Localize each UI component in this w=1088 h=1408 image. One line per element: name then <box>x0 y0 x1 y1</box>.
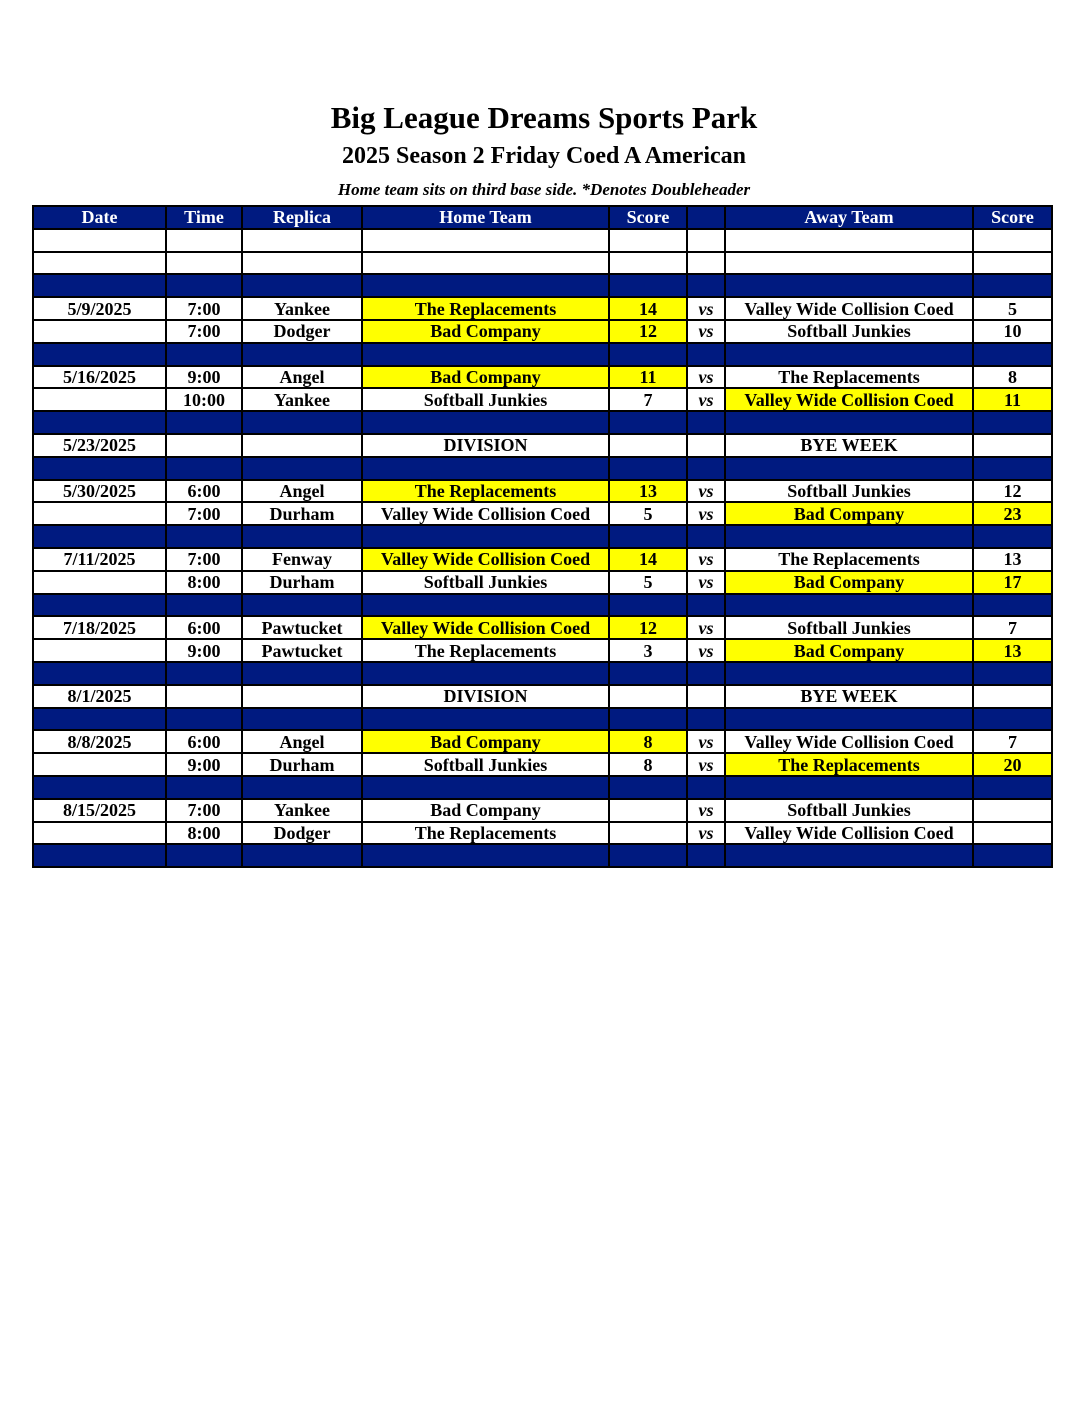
away-score-cell: 5 <box>973 297 1052 320</box>
replica-cell: Pawtucket <box>242 639 362 662</box>
separator-row <box>33 274 1052 297</box>
away-team-cell <box>725 252 973 275</box>
away-score-cell <box>973 457 1052 480</box>
game-row <box>33 320 1052 343</box>
home-score-cell: 5 <box>609 502 687 525</box>
date-cell <box>33 502 166 525</box>
time-cell <box>166 776 242 799</box>
replica-cell: Angel <box>242 480 362 503</box>
vs-cell: vs <box>687 571 725 594</box>
away-team-cell: Valley Wide Collision Coed <box>725 388 973 411</box>
game-row <box>33 799 1052 822</box>
replica-cell <box>242 457 362 480</box>
time-cell: 9:00 <box>166 639 242 662</box>
replica-cell: Durham <box>242 571 362 594</box>
time-cell: 7:00 <box>166 799 242 822</box>
away-score-cell <box>973 708 1052 731</box>
replica-cell <box>242 252 362 275</box>
replica-cell: Yankee <box>242 388 362 411</box>
vs-cell: vs <box>687 502 725 525</box>
replica-cell: Angel <box>242 730 362 753</box>
home-team-cell <box>362 844 609 867</box>
home-team-cell: The Replacements <box>362 297 609 320</box>
vs-cell: vs <box>687 753 725 776</box>
home-team-cell <box>362 274 609 297</box>
column-header-vs <box>687 206 725 229</box>
home-score-cell <box>609 822 687 845</box>
home-score-cell <box>609 776 687 799</box>
away-team-cell <box>725 708 973 731</box>
replica-cell <box>242 594 362 617</box>
replica-cell: Dodger <box>242 822 362 845</box>
away-team-cell: BYE WEEK <box>725 434 973 457</box>
time-cell <box>166 685 242 708</box>
away-score-cell <box>973 343 1052 366</box>
replica-cell <box>242 662 362 685</box>
replica-cell <box>242 525 362 548</box>
home-team-cell <box>362 229 609 252</box>
date-cell <box>33 320 166 343</box>
separator-row <box>33 594 1052 617</box>
home-score-cell <box>609 708 687 731</box>
away-score-cell: 13 <box>973 548 1052 571</box>
vs-cell <box>687 685 725 708</box>
date-cell <box>33 753 166 776</box>
home-score-cell <box>609 594 687 617</box>
home-team-cell <box>362 411 609 434</box>
time-cell: 8:00 <box>166 822 242 845</box>
date-cell <box>33 844 166 867</box>
date-cell <box>33 525 166 548</box>
time-cell: 6:00 <box>166 730 242 753</box>
replica-cell: Angel <box>242 366 362 389</box>
game-row <box>33 822 1052 845</box>
vs-cell <box>687 594 725 617</box>
replica-cell: Dodger <box>242 320 362 343</box>
separator-row <box>33 457 1052 480</box>
separator-row <box>33 343 1052 366</box>
time-cell: 7:00 <box>166 297 242 320</box>
home-score-cell <box>609 525 687 548</box>
away-score-cell: 7 <box>973 616 1052 639</box>
time-cell <box>166 252 242 275</box>
time-cell <box>166 844 242 867</box>
replica-cell: Yankee <box>242 799 362 822</box>
vs-cell <box>687 525 725 548</box>
away-team-cell <box>725 274 973 297</box>
away-team-cell <box>725 343 973 366</box>
away-team-cell: Bad Company <box>725 502 973 525</box>
game-row <box>33 548 1052 571</box>
time-cell: 10:00 <box>166 388 242 411</box>
replica-cell: Pawtucket <box>242 616 362 639</box>
away-team-cell <box>725 457 973 480</box>
replica-cell <box>242 776 362 799</box>
away-score-cell: 13 <box>973 639 1052 662</box>
date-cell <box>33 776 166 799</box>
away-score-cell <box>973 844 1052 867</box>
home-score-cell: 13 <box>609 480 687 503</box>
vs-cell: vs <box>687 548 725 571</box>
away-team-cell: Valley Wide Collision Coed <box>725 297 973 320</box>
vs-cell <box>687 844 725 867</box>
home-score-cell <box>609 434 687 457</box>
away-score-cell <box>973 252 1052 275</box>
game-row <box>33 480 1052 503</box>
home-team-cell <box>362 776 609 799</box>
time-cell <box>166 343 242 366</box>
vs-cell: vs <box>687 822 725 845</box>
column-header-away-score: Score <box>973 206 1052 229</box>
blank-row <box>33 229 1052 252</box>
column-header-home-team: Home Team <box>362 206 609 229</box>
home-score-cell: 8 <box>609 730 687 753</box>
home-score-cell <box>609 844 687 867</box>
vs-cell <box>687 252 725 275</box>
vs-cell: vs <box>687 320 725 343</box>
date-cell <box>33 229 166 252</box>
away-score-cell <box>973 229 1052 252</box>
home-score-cell <box>609 457 687 480</box>
date-cell <box>33 822 166 845</box>
vs-cell <box>687 411 725 434</box>
away-team-cell: Softball Junkies <box>725 320 973 343</box>
date-cell <box>33 252 166 275</box>
replica-cell <box>242 411 362 434</box>
replica-cell <box>242 274 362 297</box>
home-team-cell: Bad Company <box>362 799 609 822</box>
time-cell <box>166 411 242 434</box>
date-cell <box>33 594 166 617</box>
time-cell <box>166 274 242 297</box>
home-team-cell: DIVISION <box>362 434 609 457</box>
table-header-row <box>33 206 1052 229</box>
date-cell <box>33 708 166 731</box>
home-score-cell <box>609 685 687 708</box>
date-cell <box>33 662 166 685</box>
date-cell <box>33 343 166 366</box>
away-team-cell: Bad Company <box>725 639 973 662</box>
away-team-cell: The Replacements <box>725 366 973 389</box>
schedule-note: Home team sits on third base side. *Denotes Doubleheader <box>337 180 751 199</box>
replica-cell: Yankee <box>242 297 362 320</box>
date-cell: 5/23/2025 <box>33 434 166 457</box>
time-cell: 8:00 <box>166 571 242 594</box>
time-cell <box>166 457 242 480</box>
away-score-cell <box>973 685 1052 708</box>
home-team-cell: Softball Junkies <box>362 753 609 776</box>
home-team-cell: Valley Wide Collision Coed <box>362 502 609 525</box>
schedule-table <box>32 205 1053 868</box>
home-score-cell <box>609 662 687 685</box>
home-team-cell: DIVISION <box>362 685 609 708</box>
home-score-cell: 5 <box>609 571 687 594</box>
time-cell <box>166 525 242 548</box>
away-team-cell <box>725 776 973 799</box>
game-row <box>33 753 1052 776</box>
away-team-cell: BYE WEEK <box>725 685 973 708</box>
time-cell: 7:00 <box>166 502 242 525</box>
home-team-cell: Bad Company <box>362 320 609 343</box>
home-team-cell <box>362 594 609 617</box>
away-team-cell <box>725 525 973 548</box>
home-score-cell <box>609 411 687 434</box>
away-team-cell <box>725 411 973 434</box>
vs-cell <box>687 662 725 685</box>
home-score-cell <box>609 799 687 822</box>
home-team-cell: The Replacements <box>362 822 609 845</box>
time-cell <box>166 708 242 731</box>
away-score-cell: 17 <box>973 571 1052 594</box>
away-score-cell <box>973 662 1052 685</box>
replica-cell <box>242 708 362 731</box>
game-row <box>33 502 1052 525</box>
away-team-cell <box>725 844 973 867</box>
home-score-cell: 7 <box>609 388 687 411</box>
date-cell: 5/9/2025 <box>33 297 166 320</box>
home-team-cell: Softball Junkies <box>362 571 609 594</box>
time-cell: 6:00 <box>166 616 242 639</box>
home-team-cell <box>362 708 609 731</box>
game-row <box>33 616 1052 639</box>
home-team-cell: Valley Wide Collision Coed <box>362 548 609 571</box>
game-row <box>33 639 1052 662</box>
away-team-cell: Valley Wide Collision Coed <box>725 730 973 753</box>
replica-cell <box>242 229 362 252</box>
vs-cell: vs <box>687 616 725 639</box>
time-cell: 7:00 <box>166 548 242 571</box>
date-cell <box>33 457 166 480</box>
date-cell: 5/30/2025 <box>33 480 166 503</box>
home-score-cell: 3 <box>609 639 687 662</box>
separator-row <box>33 525 1052 548</box>
away-score-cell: 11 <box>973 388 1052 411</box>
date-cell: 7/11/2025 <box>33 548 166 571</box>
time-cell <box>166 229 242 252</box>
away-score-cell: 7 <box>973 730 1052 753</box>
game-row <box>33 571 1052 594</box>
vs-cell: vs <box>687 799 725 822</box>
column-header-time: Time <box>166 206 242 229</box>
column-header-replica: Replica <box>242 206 362 229</box>
game-row <box>33 366 1052 389</box>
replica-cell <box>242 844 362 867</box>
time-cell <box>166 594 242 617</box>
away-score-cell: 8 <box>973 366 1052 389</box>
home-score-cell: 12 <box>609 320 687 343</box>
home-score-cell: 14 <box>609 548 687 571</box>
away-team-cell: Bad Company <box>725 571 973 594</box>
time-cell: 9:00 <box>166 753 242 776</box>
away-team-cell: Softball Junkies <box>725 480 973 503</box>
date-cell <box>33 274 166 297</box>
away-team-cell: Softball Junkies <box>725 616 973 639</box>
column-header-home-score: Score <box>609 206 687 229</box>
home-score-cell <box>609 229 687 252</box>
date-cell: 7/18/2025 <box>33 616 166 639</box>
time-cell: 9:00 <box>166 366 242 389</box>
time-cell <box>166 662 242 685</box>
home-team-cell: Bad Company <box>362 366 609 389</box>
away-score-cell: 23 <box>973 502 1052 525</box>
away-team-cell <box>725 229 973 252</box>
home-team-cell <box>362 662 609 685</box>
away-score-cell: 12 <box>973 480 1052 503</box>
game-row <box>33 297 1052 320</box>
away-team-cell <box>725 662 973 685</box>
home-team-cell: The Replacements <box>362 480 609 503</box>
vs-cell: vs <box>687 297 725 320</box>
date-cell <box>33 571 166 594</box>
away-team-cell: Softball Junkies <box>725 799 973 822</box>
away-score-cell <box>973 822 1052 845</box>
date-cell: 5/16/2025 <box>33 366 166 389</box>
vs-cell: vs <box>687 480 725 503</box>
game-row <box>33 685 1052 708</box>
home-team-cell <box>362 343 609 366</box>
replica-cell <box>242 434 362 457</box>
home-team-cell: Bad Company <box>362 730 609 753</box>
home-team-cell: The Replacements <box>362 639 609 662</box>
home-score-cell <box>609 252 687 275</box>
home-team-cell: Softball Junkies <box>362 388 609 411</box>
page-title: Big League Dreams Sports Park <box>330 100 758 135</box>
date-cell: 8/8/2025 <box>33 730 166 753</box>
date-cell <box>33 639 166 662</box>
vs-cell: vs <box>687 730 725 753</box>
away-score-cell <box>973 799 1052 822</box>
separator-row <box>33 411 1052 434</box>
home-score-cell: 14 <box>609 297 687 320</box>
vs-cell <box>687 434 725 457</box>
away-team-cell: The Replacements <box>725 753 973 776</box>
vs-cell <box>687 229 725 252</box>
date-cell <box>33 411 166 434</box>
away-score-cell: 10 <box>973 320 1052 343</box>
home-score-cell: 8 <box>609 753 687 776</box>
home-score-cell: 11 <box>609 366 687 389</box>
game-row <box>33 434 1052 457</box>
vs-cell <box>687 457 725 480</box>
column-header-away-team: Away Team <box>725 206 973 229</box>
separator-row <box>33 662 1052 685</box>
vs-cell: vs <box>687 366 725 389</box>
game-row <box>33 388 1052 411</box>
vs-cell: vs <box>687 388 725 411</box>
separator-row <box>33 776 1052 799</box>
vs-cell <box>687 343 725 366</box>
league-subtitle: 2025 Season 2 Friday Coed A American <box>341 143 746 169</box>
replica-cell <box>242 343 362 366</box>
vs-cell <box>687 776 725 799</box>
home-team-cell <box>362 457 609 480</box>
time-cell: 6:00 <box>166 480 242 503</box>
date-cell <box>33 388 166 411</box>
blank-row <box>33 252 1052 275</box>
home-team-cell: Valley Wide Collision Coed <box>362 616 609 639</box>
away-score-cell <box>973 525 1052 548</box>
away-score-cell <box>973 411 1052 434</box>
away-team-cell <box>725 594 973 617</box>
away-score-cell: 20 <box>973 753 1052 776</box>
vs-cell <box>687 708 725 731</box>
vs-cell <box>687 274 725 297</box>
schedule-body <box>33 229 1052 867</box>
away-team-cell: The Replacements <box>725 548 973 571</box>
time-cell: 7:00 <box>166 320 242 343</box>
home-score-cell <box>609 343 687 366</box>
game-row <box>33 730 1052 753</box>
home-team-cell <box>362 525 609 548</box>
away-score-cell <box>973 274 1052 297</box>
date-cell: 8/15/2025 <box>33 799 166 822</box>
replica-cell: Durham <box>242 753 362 776</box>
away-score-cell <box>973 594 1052 617</box>
away-team-cell: Valley Wide Collision Coed <box>725 822 973 845</box>
replica-cell <box>242 685 362 708</box>
separator-row <box>33 708 1052 731</box>
replica-cell: Durham <box>242 502 362 525</box>
home-score-cell <box>609 274 687 297</box>
home-team-cell <box>362 252 609 275</box>
column-header-date: Date <box>33 206 166 229</box>
replica-cell: Fenway <box>242 548 362 571</box>
away-score-cell <box>973 434 1052 457</box>
vs-cell: vs <box>687 639 725 662</box>
home-score-cell: 12 <box>609 616 687 639</box>
separator-row <box>33 844 1052 867</box>
away-score-cell <box>973 776 1052 799</box>
time-cell <box>166 434 242 457</box>
date-cell: 8/1/2025 <box>33 685 166 708</box>
